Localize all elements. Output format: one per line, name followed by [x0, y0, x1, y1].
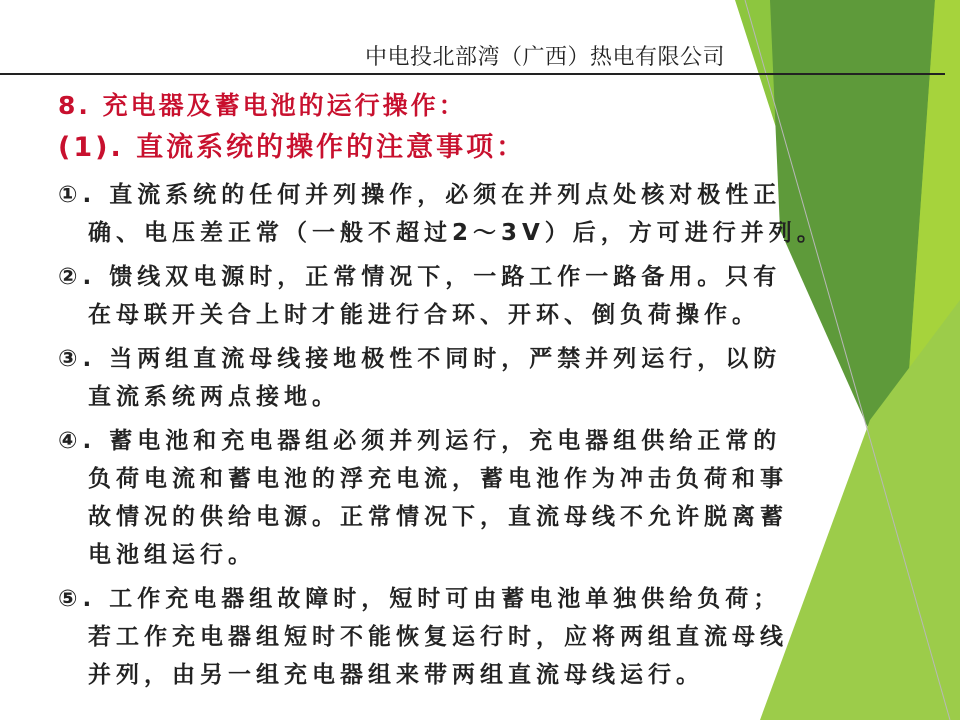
item-line: 直流系统两点接地。 [88, 384, 340, 410]
list-item [58, 580, 898, 694]
item-line: 电池组运行。 [88, 542, 256, 568]
list-item [58, 422, 898, 574]
item-line: ②. 馈线双电源时，正常情况下，一路工作一路备用。只有 [58, 264, 782, 290]
section-title: 8. 充电器及蓄电池的运行操作： [58, 91, 467, 120]
item-line: ③. 当两组直流母线接地极性不同时，严禁并列运行，以防 [58, 346, 782, 372]
item-line: 故情况的供给电源。正常情况下，直流母线不允许脱离蓄 [88, 504, 788, 530]
item-line: ⑤. 工作充电器组故障时，短时可由蓄电池单独供给负荷； [58, 586, 782, 612]
slide-content [58, 82, 898, 700]
item-line: 负荷电流和蓄电池的浮充电流，蓄电池作为冲击负荷和事 [88, 466, 788, 492]
item-line: 并列，由另一组充电器组来带两组直流母线运行。 [88, 662, 704, 688]
item-line: 若工作充电器组短时不能恢复运行时，应将两组直流母线 [88, 624, 788, 650]
item-line: 确、电压差正常（一般不超过2～3V）后，方可进行并列。 [88, 220, 825, 246]
company-header: 中电投北部湾（广西）热电有限公司 [365, 45, 726, 70]
item-line: 在母联开关合上时才能进行合环、开环、倒负荷操作。 [88, 302, 760, 328]
list-item [58, 258, 898, 334]
list-item [58, 176, 898, 252]
item-line: ④. 蓄电池和充电器组必须并列运行，充电器组供给正常的 [58, 428, 782, 454]
item-line: ①. 直流系统的任何并列操作，必须在并列点处核对极性正 [58, 182, 782, 208]
list-item [58, 340, 898, 416]
header-divider [0, 73, 945, 75]
section-subtitle: (1). 直流系统的操作的注意事项： [58, 132, 527, 163]
